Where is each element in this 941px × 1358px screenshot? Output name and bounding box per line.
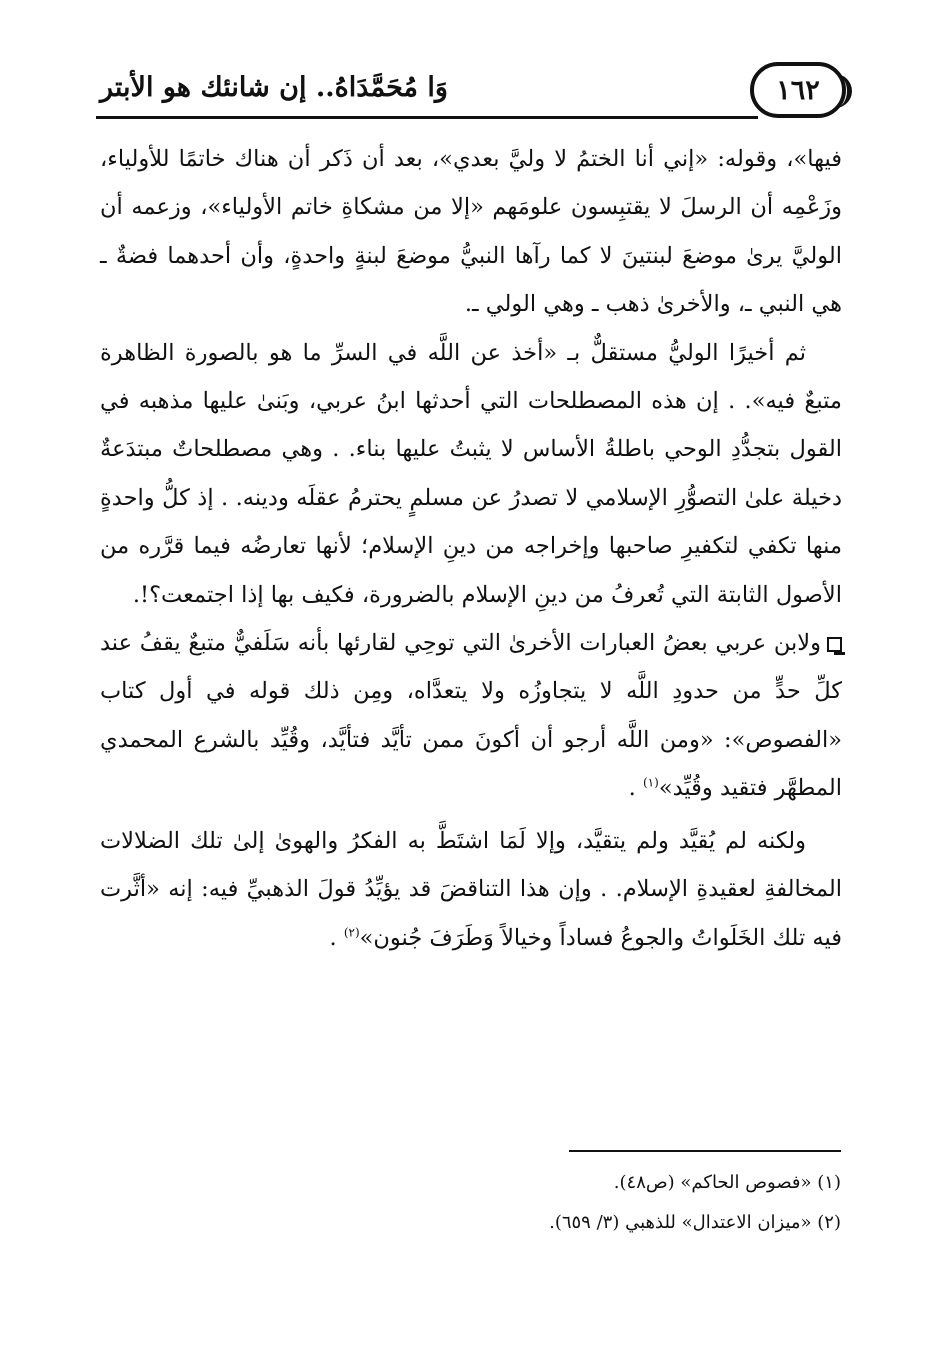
footnote-separator <box>569 1150 841 1152</box>
paragraph-3-end: . <box>628 775 643 802</box>
paragraph-1: فيها»، وقوله: «إني أنا الختمُ لا وليَّ بعدي»، بعد أن ذَكر أن هناك خاتمًا للأولياء، وزَعْمِه أن الرسلَ لا يقتبِسون علومَهم «إلا من مشكاةِ خاتم الأولياء»، وزعمه أن الوليَّ يرىٰ موضعَ لبنتينَ لا كما رآها النبيُّ موضعَ لبنةٍ واحدةٍ، وأن أحدهما فضةٌ ـ هي النبي ـ، والأخرىٰ ذهب ـ وهي الولي ـ. <box>100 146 842 318</box>
footnote-1: (١) «فصوص الحاكم» (ص٤٨). <box>613 1172 841 1193</box>
paragraph-3 <box>100 619 842 813</box>
square-bullet-icon <box>827 637 842 652</box>
running-title: وَا مُحَمَّدَاهُ.. إن شانئك هو الأبتر <box>100 72 448 103</box>
body-text <box>100 135 842 962</box>
footnote-2: (٢) «ميزان الاعتدال» للذهبي (٣/ ٦٥٩). <box>549 1212 841 1233</box>
header-rule <box>96 116 758 119</box>
running-header <box>96 62 848 128</box>
footnotes <box>99 1163 841 1243</box>
footnote-ref-1: (١) <box>642 775 659 790</box>
paragraph-4-text: ولكنه لم يُقيَّد ولم يتقيَّد، وإلا لَمَا اشتَطَّ به الفكرُ والهوىٰ إلىٰ تلك الضلالات المخالفةِ لعقيدةِ الإسلام. . وإن هذا التناقضَ قد يؤيِّدُ قولَ الذهبيِّ فيه: إنه «أثَّرت فيه تلك الخَلَواتُ والجوعُ فساداً وخيالاً وَطَرَفَ جُنون» <box>100 827 842 951</box>
page-number-badge <box>750 62 846 118</box>
page-number: ١٦٢ <box>776 74 820 106</box>
footnote-ref-2: (٢) <box>343 925 360 939</box>
paragraph-4 <box>100 817 842 962</box>
paragraph-4-end: . <box>329 924 344 951</box>
paragraph-2: ثم أخيرًا الوليُّ مستقلٌّ بـ «أخذ عن اللَّه في السرِّ ما هو بالصورة الظاهرة متبعٌ فيه». . إن هذه المصطلحات التي أحدثها ابنُ عربي، وبَنىٰ عليها مذهبه في القول بتجدُّدِ الوحي باطلةُ الأساس لا يثبتُ عليها بناء. . وهي مصطلحاتٌ مبتدَعةٌ دخيلة علىٰ التصوُّرِ الإسلامي لا تصدرُ عن مسلمٍ يحترمُ عقلَه ودينه. . إذ كلُّ واحدةٍ منها تكفي لتكفيرِ صاحبها وإخراجه من دينِ الإسلام؛ لأنها تعارضُه فيما قرَّره من الأصول الثابتة التي تُعرفُ من دينِ الإسلام بالضرورة، فكيف بها إذا اجتمعت؟!. <box>100 339 842 608</box>
paragraph-3-text: ولابن عربي بعضُ العبارات الأخرىٰ التي توحِي لقارئها بأنه سَلَفيٌّ متبعٌ يقفُ عند كلِّ حدٍّ من حدودِ اللَّه لا يتجاوزُه ولا يتعدَّاه، ومِن ذلك قوله في أول كتاب «الفصوص»: «ومن اللَّه أرجو أن أكونَ ممن تأيَّد فتأيَّد، وقُيِّد بالشرع المحمدي المطهَّر فتقيد وقُيِّد» <box>100 630 842 802</box>
